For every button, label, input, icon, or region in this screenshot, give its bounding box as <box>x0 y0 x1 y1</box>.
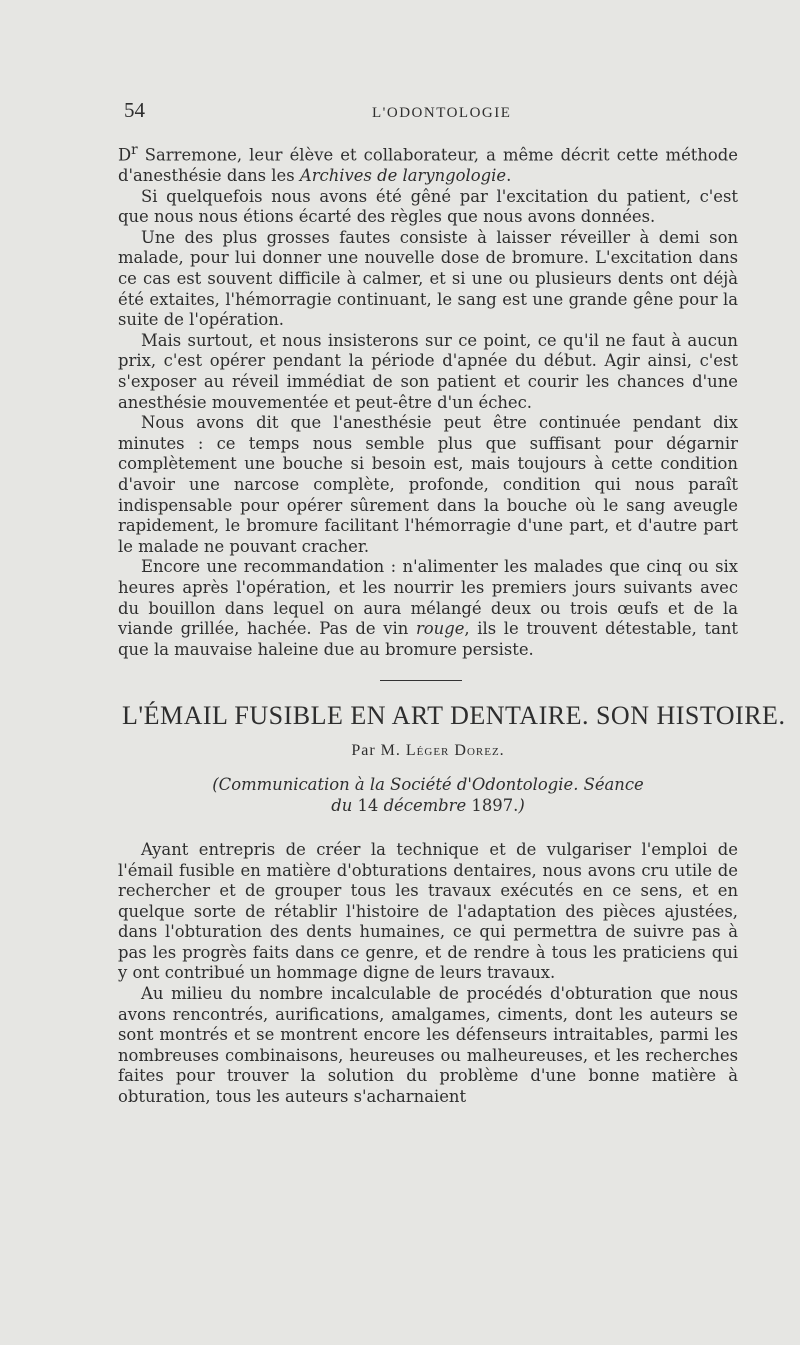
book-page <box>118 98 786 1108</box>
paragraph: Si quelquefois nous avons été gêné par l'excitation du patient, c'est que nous nous étions écarté des règles que nous avons données. <box>118 186 738 227</box>
paragraph: Encore une recommandation : n'alimenter les malades que cinq ou six heures après l'opération, et les nourrir les premiers jours suivants avec du bouillon dans lequel on aura mélangé deux ou trois œufs et de la viande grillée, hachée. Pas de vin rouge, ils le trouvent détestable, tant que la mauvaise haleine due au bromure persiste. <box>118 557 738 659</box>
paragraph: Ayant entrepris de créer la technique et de vulgariser l'emploi de l'émail fusible en matière d'obturations dentaires, nous avons cru utile de rechercher et de grouper tous les travaux exécutés en ce sens, et en quelque sorte de rétablir l'histoire de l'adaptation des pièces ajustées, dans l'obturation des dents humaines, ce qui permettra de suivre pas à pas les progrès faits dans ce genre, et de rendre à tous les praticiens qui y ont contribué un hommage digne de leurs travaux. <box>118 839 738 983</box>
communication-note: (Communication à la Société d'Odontologie. Séance du 14 décembre 1897.) <box>212 774 644 815</box>
journal-title: L'ODONTOLOGIE <box>372 105 512 121</box>
paragraph: Au milieu du nombre incalculable de procédés d'obturation que nous avons rencontrés, aurifications, amalgames, ciments, dont les auteurs se sont montrés et se montrent encore les défenseurs intraitables, parmi les nombreuses combinaisons, heureuses ou malheureuses, et les recherches faites pour trouver la solution du problème d'une bonne matière à obturation, tous les auteurs s'acharnaient <box>118 984 738 1107</box>
byline: Par M. Léger Dorez. <box>351 742 505 760</box>
paragraph: $D^r$ Sarremone, leur élève et collaborateur, a même décrit cette méthode d'anesthésie dans les Archives de laryngologie. <box>118 142 738 186</box>
paragraph: Mais surtout, et nous insisterons sur ce point, ce qu'il ne faut à aucun prix, c'est opérer pendant la période d'apnée du début. Agir ainsi, c'est s'exposer au réveil immédiat de son patient et courir les chances d'une anesthésie mouvementée et peut-être d'un échec. <box>118 330 738 412</box>
paragraph: Nous avons dit que l'anesthésie peut être continuée pendant dix minutes : ce temps nous semble plus que suffisant pour dégarnir complètement une bouche si besoin est, mais toujours à cette condition d'avoir une narcose complète, profonde, condition qui nous paraît indispensable pour opérer sûrement dans la bouche où le sang aveugle rapidement, le bromure facilitant l'hémorragie d'une part, et d'autre part le malade ne pouvant cracher. <box>118 413 738 556</box>
page-number: 54 <box>124 98 145 122</box>
section-divider <box>380 680 462 681</box>
author-name: Léger Dorez. <box>405 742 505 760</box>
article-title: L'ÉMAIL FUSIBLE EN ART DENTAIRE. SON HISTOIRE. <box>122 701 786 731</box>
running-head <box>118 100 738 126</box>
paragraph: Une des plus grosses fautes consiste à laisser réveiller à demi son malade, pour lui donner une nouvelle dose de bromure. L'excitation dans ce cas est souvent difficile à calmer, et si une ou plusieurs dents ont déjà été extaites, l'hémorragie continuant, le sang est une grande gêne pour la suite de l'opération. <box>118 227 738 330</box>
